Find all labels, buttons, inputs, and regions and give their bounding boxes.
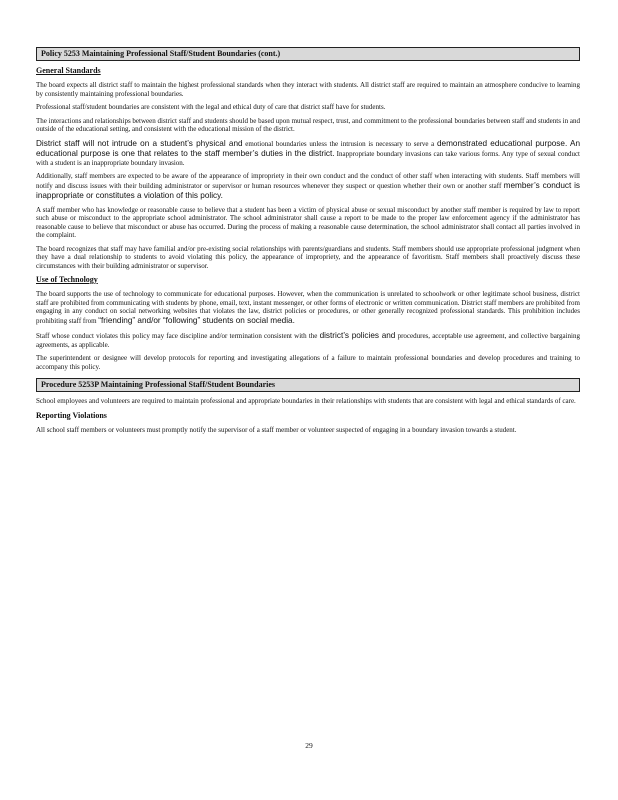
additional-text: Additionally, staff members are expected to be aware of the appearance of impropriety in their own conduct and the conduct of other staff when interacting with students. Staff members will notify and discuss issues with their building administrator or supervisor or human resources whenever they suspect or question whether their own or another staff (36, 172, 580, 190)
procedure-paragraph: School employees and volunteers are required to maintain professional and appropriate boundaries in their relationships with students that are consistent with legal and ethical standards of care. (36, 397, 576, 405)
intrusion-purpose-text: demonstrated educational purpose. An educational purpose is one that relates to the staff member’s duties in the district. (36, 138, 580, 158)
intrusion-forms-text: Inappropriate boundary invasions can take various forms. Any type of sexual conduct with a student is an inappropriate boundary invasion. (36, 149, 581, 167)
discipline-text: Staff whose conduct violates this policy may face discipline and/or termination consistent with the (36, 331, 318, 340)
page-number: 29 (305, 741, 313, 750)
technology-emphasis-text: “friending” and/or “following” students on social media. (98, 315, 295, 325)
additional-paragraph (36, 172, 580, 201)
intrusion-lead-text: District staff will not intrude on a student’s physical and (36, 138, 243, 148)
general-paragraph-2: Professional staff/student boundaries are consistent with the legal and ethical duty of care that district staff have for students. (36, 103, 386, 111)
technology-text: The board supports the use of technology to communicate for educational purposes. However, when the communication is unrelated to schoolwork or other legitimate school business, district staff are prohibited from communicating with students by phone, email, text, instant messenger, or other forms of electronic or written communication. District staff members are prohibited from engaging in any conduct on social networking websites that violates the law, district policies or procedures, or other generally recognized professional standards. This prohibition includes prohibiting staff from (36, 290, 580, 325)
reporting-heading: Reporting Violations (36, 410, 107, 420)
intrusion-mid-text: emotional boundaries unless the intrusion is necessary to serve a (245, 139, 435, 148)
policy-header-bar: Policy 5253 Maintaining Professional Staff/Student Boundaries (cont.) (36, 47, 580, 61)
technology-heading: Use of Technology (36, 275, 98, 284)
discipline-text-2: procedures, acceptable use agreement, and collective bargaining agreements, as applicable. (36, 331, 581, 349)
knowledge-paragraph: A staff member who has knowledge or reasonable cause to believe that a student has been a victim of physical abuse or sexual misconduct by another staff member is required by law to report such abuse or misconduct to the appropriate school administrator. The school administrator shall cause a report to be made to the proper law enforcement agency if the administrator has reasonable cause to believe that misconduct or abuse has occurred. During the process of making a reasonable cause determination, the school administrator shall contact all parties involved in the complaint. (36, 205, 580, 239)
recognizes-paragraph: The board recognizes that staff may have familial and/or pre-existing social relationships with parents/guardians and students. Staff members should use appropriate professional judgment when they have a dual relationship to students to avoid violating this policy, the appearance of impropriety, and the appearance of favoritism. Staff members shall proactively discuss these circumstances with their building administrator or supervisor. (36, 244, 580, 270)
technology-paragraph (36, 290, 580, 326)
discipline-emphasis-text: district’s policies and (319, 330, 396, 340)
superintendent-paragraph: The superintendent or designee will develop protocols for reporting and investigating allegations of a failure to maintain professional boundaries and develop procedures and training to accompany this policy. (36, 354, 580, 371)
additional-emphasis-text: member’s conduct is inappropriate or constitutes a violation of this policy. (36, 180, 580, 200)
reporting-paragraph: All school staff members or volunteers must promptly notify the supervisor of a staff member or volunteer suspected of engaging in a boundary invasion towards a student. (36, 425, 517, 434)
intrusion-paragraph (36, 139, 580, 168)
procedure-header-bar: Procedure 5253P Maintaining Professional Staff/Student Boundaries (36, 378, 580, 392)
general-standards-heading: General Standards (36, 66, 101, 75)
document-page (36, 47, 580, 434)
general-paragraph-3: The interactions and relationships between district staff and students should be based upon mutual respect, trust, and commitment to the professional boundaries between staff and students in and outside of the educational setting, and consistent with the educational mission of the district. (36, 116, 580, 133)
discipline-paragraph (36, 331, 580, 350)
general-paragraph-1: The board expects all district staff to maintain the highest professional standards when they interact with students. All district staff are required to maintain an atmosphere conducive to learning by consistently maintaining professional boundaries. (36, 81, 580, 98)
